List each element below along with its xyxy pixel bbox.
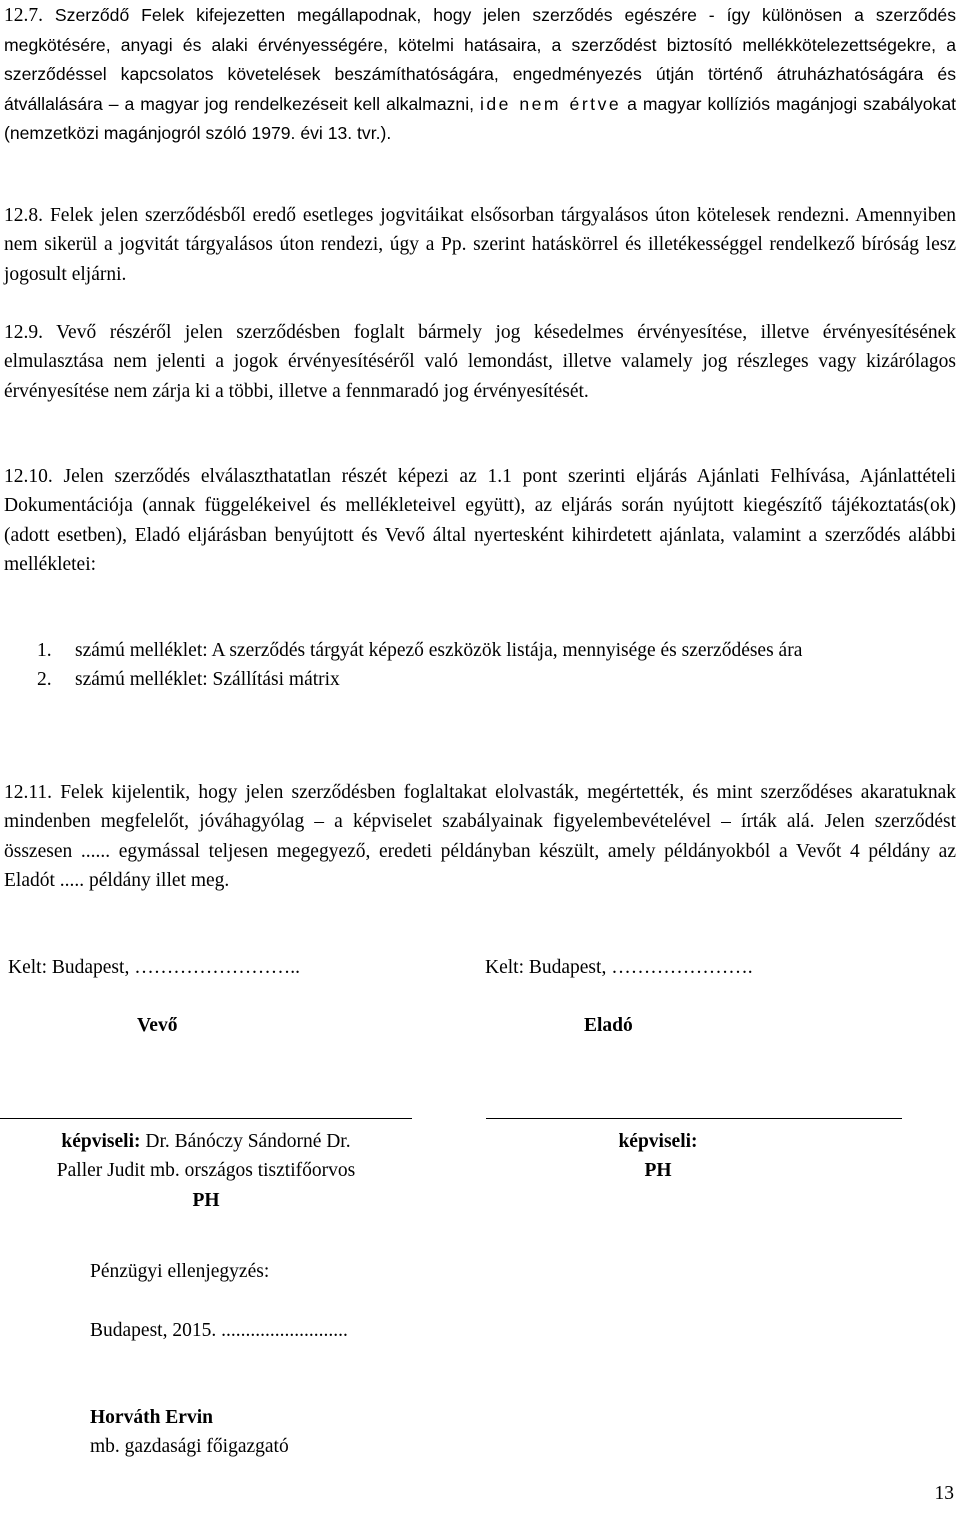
section-number: 12.10. (4, 466, 53, 487)
buyer-place-date: Kelt: Budapest, …………………….. (8, 957, 300, 978)
rep-name: Dr. Bánóczy Sándorné Dr. (140, 1131, 351, 1152)
page-number: 13 (934, 1483, 954, 1504)
seller-role: Eladó (584, 1015, 633, 1036)
annex-number: 2. (37, 669, 52, 691)
seller-stamp: PH (644, 1160, 672, 1182)
annex-list (37, 636, 956, 695)
section-12-8 (4, 201, 956, 289)
section-text-end: a magyar kollíziós magánjogi szabályokat (nemzetközi magánjogról szóló 1979. évi 13. tvr.). (4, 93, 957, 144)
buyer-signature-line (0, 1118, 412, 1119)
annex-text: számú melléklet: A szerződés tárgyát képező eszközök listája, mennyisége és szerződéses ára (75, 640, 803, 661)
section-text: Felek kijelentik, hogy jelen szerződésben foglaltakat elolvasták, megértették, és mint szerződéses akaratuknak mindenben megfelelőt, jóváhagyólag – a képviselet szabályainak figyelembevételével – írták alá. Jelen szerződést összesen ...... egymással teljesen megegyező, eredeti példányban készült, amely példányokból a Vevőt 4 példány az Eladót ..... példány illet meg. (4, 782, 956, 892)
section-text: Jelen szerződés elválaszthatatlan részét képezi az 1.1 pont szerinti eljárás Ajánlati Felhívása, Ajánlattételi Dokumentációja (annak függelékeivel és mellékleteivel együtt), az eljárás során nyújtott kiegészítő tájékoztatás(ok) (adott esetben), Eladó eljárásban benyújtott és Vevő által nyertesként kihirdetett ajánlata, valamint a szerződés alábbi mellékletei: (4, 466, 957, 576)
rep-label: képviseli: (61, 1131, 141, 1152)
buyer-role: Vevő (137, 1015, 178, 1036)
buyer-stamp: PH (192, 1189, 220, 1211)
seller-signature-line (486, 1118, 902, 1119)
section-12-7 (4, 1, 956, 149)
seller-place-date: Kelt: Budapest, …………………. (485, 957, 753, 978)
section-number: 12.11. (4, 782, 53, 803)
section-number: 12.9. (4, 322, 43, 343)
list-item (37, 665, 956, 694)
section-number: 12.8. (4, 205, 43, 226)
seller-representative (486, 1127, 830, 1186)
annex-text: számú melléklet: Szállítási mátrix (75, 669, 340, 691)
financial-signer-title: mb. gazdasági főigazgató (90, 1436, 289, 1457)
rep-name-cont: Paller Judit mb. országos tisztifőorvos (56, 1160, 356, 1182)
financial-place-date: Budapest, 2015. .......................... (90, 1320, 348, 1341)
section-12-10 (4, 462, 956, 580)
section-text: Szerződő Felek kifejezetten megállapodnak, hogy jelen szerződés egészére - így különösen a szerződés megkötésére, anyagi és alaki érvényességére, kötelmi hatásaira, a szerződést biztosító mellékkötelezettségekre, a szerződéssel kapcsolatos követelések beszámíthatóságára, engedményezés útján történő átruházhatóságára és átvállalására – a magyar jog rendelkezéseit kell alkalmazni, (4, 5, 957, 114)
section-text: Felek jelen szerződésből eredő esetleges jogvitáikat elsősorban tárgyalásos úton kötelesek rendezni. Amennyiben nem sikerül a jogvitát tárgyalásos úton rendezi, úgy a Pp. szerint hatáskörrel és illetékességgel rendelkező bíróság lesz jogosult eljárni. (4, 205, 956, 285)
financial-label: Pénzügyi ellenjegyzés: (90, 1261, 270, 1282)
section-12-11 (4, 778, 956, 896)
rep-label: képviseli: (618, 1131, 698, 1152)
section-12-9 (4, 318, 956, 406)
financial-signer-name: Horváth Ervin (90, 1407, 213, 1428)
list-item (37, 636, 956, 665)
section-text: Vevő részéről jelen szerződésben foglalt bármely jog késedelmes érvényesítése, illetve érvényesítésének elmulasztása nem jelenti a jogok érvényesítéséről való lemondást, illetve valamely jog részleges vagy kizárólagos érvényesítése nem zárja ki a többi, illetve a fennmaradó jog érvényesítését. (4, 322, 956, 402)
annex-number: 1. (37, 640, 52, 661)
section-text-spaced: ide nem értve (479, 93, 622, 114)
buyer-representative (0, 1127, 412, 1215)
section-number: 12.7. (4, 5, 43, 26)
